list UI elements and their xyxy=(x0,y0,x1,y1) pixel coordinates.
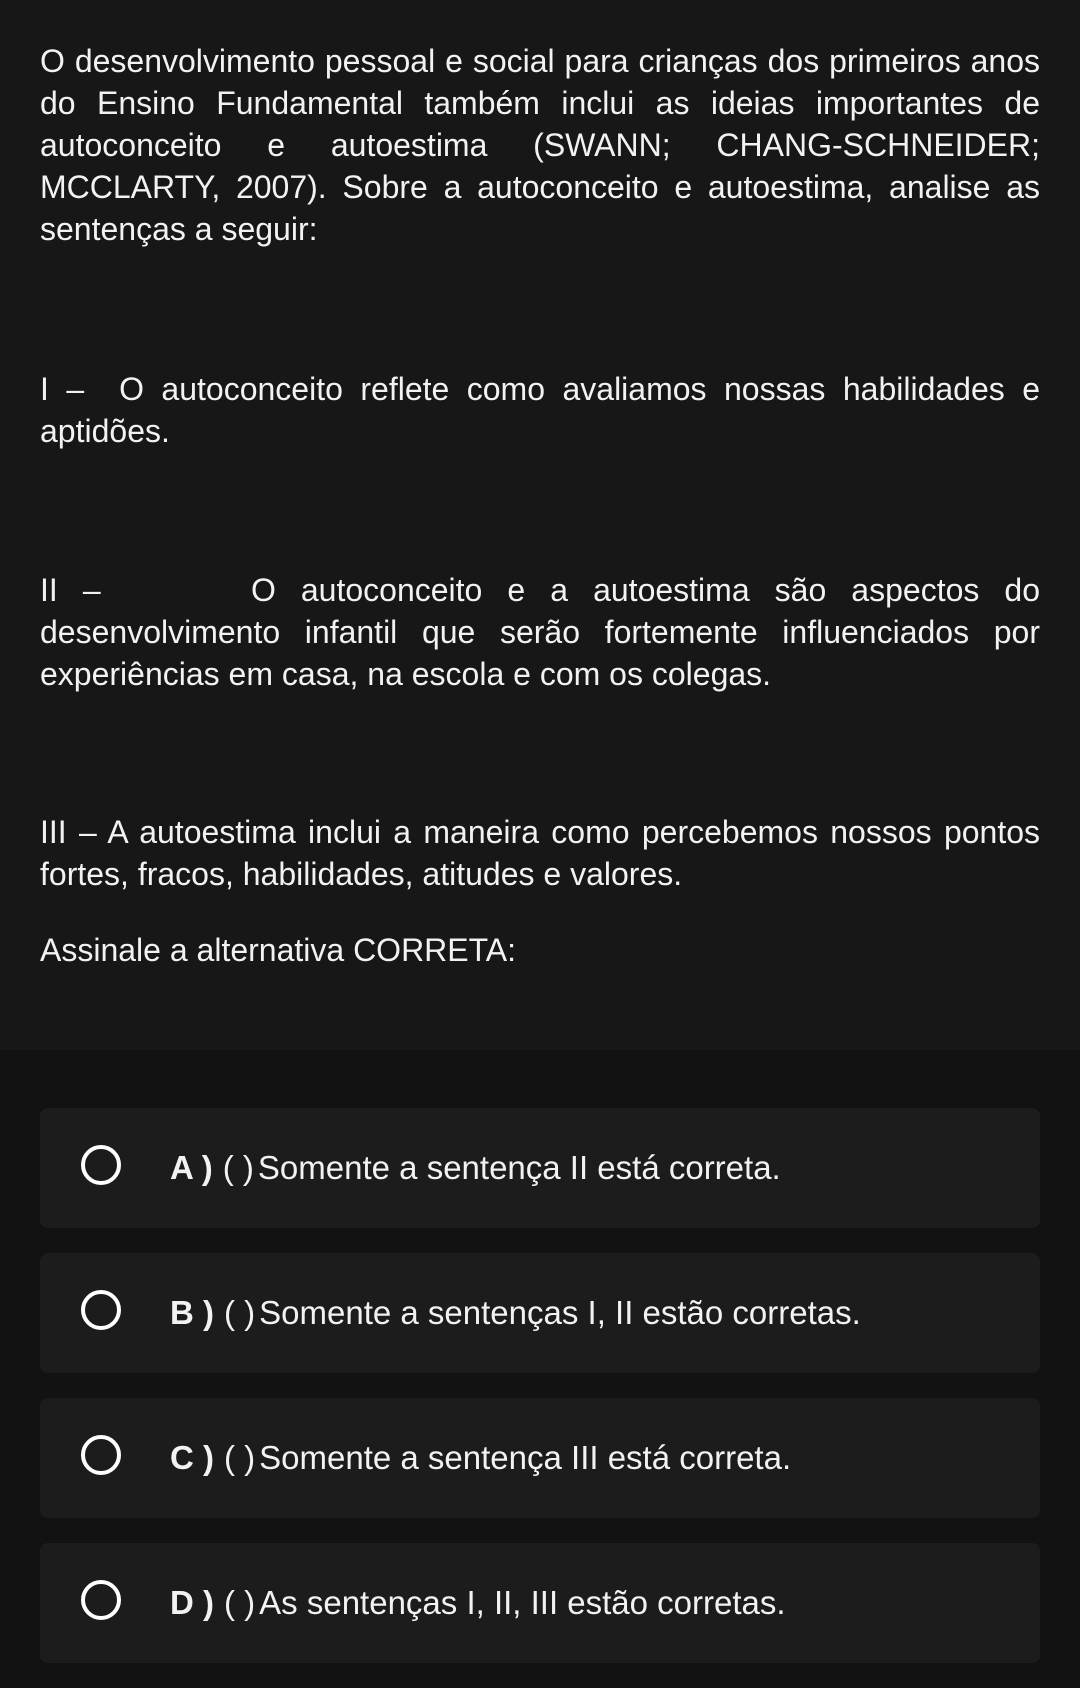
sentence-3 xyxy=(40,811,1040,895)
option-checkbox-paren: ( ) xyxy=(224,1584,256,1621)
option-text: Somente a sentença III está correta. xyxy=(259,1439,792,1476)
option-letter: A ) xyxy=(170,1149,213,1186)
sentence-2 xyxy=(40,569,1040,695)
radio-circle-icon[interactable] xyxy=(81,1145,121,1185)
option-c-label xyxy=(170,1398,791,1518)
sentence-1-numeral: I – xyxy=(40,371,85,407)
option-a[interactable] xyxy=(40,1108,1040,1228)
radio-circle-icon[interactable] xyxy=(81,1580,121,1620)
sentence-1-text: O autoconceito reflete como avaliamos nossas habilidades e aptidões. xyxy=(40,371,1041,449)
option-checkbox-paren: ( ) xyxy=(224,1439,256,1476)
option-letter: C ) xyxy=(170,1439,214,1476)
option-text: Somente a sentença II está correta. xyxy=(257,1149,781,1186)
question-body xyxy=(40,40,1040,971)
question-prompt: Assinale a alternativa CORRETA: xyxy=(40,932,517,968)
answer-options xyxy=(40,1108,1040,1688)
option-c[interactable] xyxy=(40,1398,1040,1518)
option-letter: D ) xyxy=(170,1584,214,1621)
sentence-2-text: O autoconceito e a autoestima são aspectos do desenvolvimento infantil que serão fortemente influenciados por experiências em casa, na escola e com os colegas. xyxy=(40,572,1041,692)
sentence-1 xyxy=(40,368,1040,452)
sentence-3-text: A autoestima inclui a maneira como percebemos nossos pontos fortes, fracos, habilidades, atitudes e valores. xyxy=(40,814,1041,892)
option-checkbox-paren: ( ) xyxy=(224,1294,256,1331)
sentence-3-numeral: III – xyxy=(40,814,97,850)
option-b[interactable] xyxy=(40,1253,1040,1373)
option-text: As sentenças I, II, III estão corretas. xyxy=(259,1584,786,1621)
option-d-label xyxy=(170,1543,786,1663)
radio-circle-icon[interactable] xyxy=(81,1435,121,1475)
option-checkbox-paren: ( ) xyxy=(222,1149,254,1186)
question-intro: O desenvolvimento pessoal e social para crianças dos primeiros anos do Ensino Fundamental também inclui as ideias importantes de autoconceito e autoestima (SWANN; CHANG-SCHNEIDER; MCCLARTY, 2007). Sobre a autoconceito e autoestima, analise as sentenças a seguir: xyxy=(40,43,1040,247)
sentence-2-numeral: II – xyxy=(40,572,101,608)
option-a-label xyxy=(170,1108,781,1228)
option-letter: B ) xyxy=(170,1294,214,1331)
radio-circle-icon[interactable] xyxy=(81,1290,121,1330)
option-b-label xyxy=(170,1253,861,1373)
option-d[interactable] xyxy=(40,1543,1040,1663)
option-text: Somente a sentenças I, II estão corretas. xyxy=(259,1294,861,1331)
